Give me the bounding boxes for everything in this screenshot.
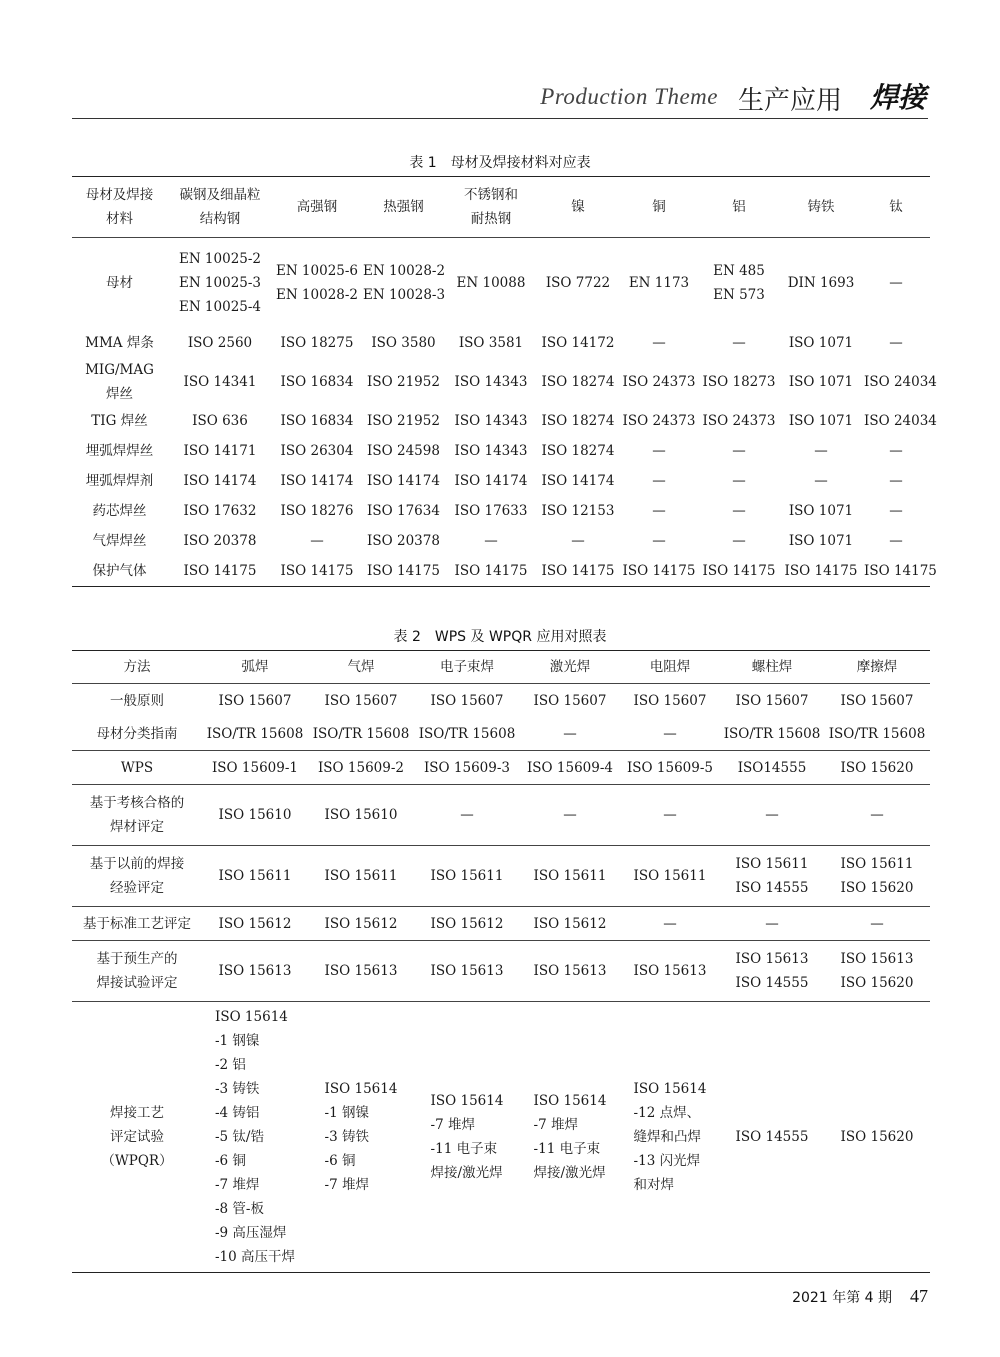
table-row <box>72 1002 930 1273</box>
table-cell: ISO 18273 <box>702 374 776 390</box>
table-cell: DIN 1693 <box>787 275 855 291</box>
column-header: 摩擦焊 <box>824 651 930 684</box>
table-cell: ISO/TR 15608 <box>414 717 520 751</box>
table-cell: ISO 14175 <box>183 563 257 579</box>
table-cell: EN 1173 <box>628 275 690 291</box>
table-cell: ISO 15607 <box>840 692 914 709</box>
table-cell: ISO 14175 <box>702 563 776 579</box>
table-cell: ISO 15611 ISO 15620 <box>824 846 930 907</box>
table-cell: — <box>824 907 930 941</box>
table-cell: ISO14555 <box>720 751 824 785</box>
table-row <box>72 496 930 526</box>
table-cell: ISO 15609-3 <box>414 751 520 785</box>
table-cell: ISO 18274 <box>541 413 615 429</box>
table-cell: ISO 2560 <box>187 335 253 351</box>
table-cell: ISO 20378 <box>367 533 440 549</box>
table-cell: ISO 15612 <box>414 907 520 941</box>
table-cell: ISO 15613 ISO 15620 <box>824 941 930 1002</box>
table-cell: ISO 15607 <box>430 692 504 709</box>
table-cell: ISO 24373 <box>622 374 696 390</box>
table-cell: — <box>652 443 666 459</box>
table-cell: ISO 15607 <box>324 692 398 709</box>
table1-number: 表 1 <box>409 155 437 171</box>
table-cell: ISO 24034 <box>864 413 937 429</box>
table-cell: ISO 24598 <box>367 443 440 459</box>
table-cell: ISO 21952 <box>367 413 440 429</box>
table-cell: — <box>732 473 746 489</box>
column-header: 螺柱焊 <box>720 651 824 684</box>
row-label: 一般原则 <box>110 692 164 709</box>
table-cell: ISO 14175 <box>454 563 528 579</box>
table-cell: ISO 15614 -7 堆焊 -11 电子束 焊接/激光焊 <box>533 1093 607 1181</box>
page-footer <box>792 1286 928 1307</box>
table-cell: ISO 15613 <box>620 941 720 1002</box>
issue-label: 2021 年第 4 期 <box>792 1290 892 1306</box>
table-cell: — <box>720 785 824 846</box>
table-cell: ISO 16834 <box>280 413 354 429</box>
table-cell: — <box>652 533 666 549</box>
table-cell: — <box>520 785 620 846</box>
table-cell: ISO 14174 <box>541 473 615 489</box>
table-row <box>72 941 930 1002</box>
page-header <box>72 76 928 119</box>
table-row <box>72 406 930 436</box>
table-cell: ISO 14175 <box>864 563 937 579</box>
table-cell: ISO/TR 15608 <box>824 717 930 751</box>
table-cell: — <box>620 907 720 941</box>
row-label: MMA 焊条 <box>85 335 154 351</box>
table-cell: ISO 15609-2 <box>308 751 414 785</box>
table-cell: ISO 20378 <box>183 533 257 549</box>
table-cell: — <box>889 503 903 519</box>
table-cell: EN 10025-6 EN 10028-2 <box>275 263 359 303</box>
table-cell: ISO/TR 15608 <box>202 717 308 751</box>
column-header: 不锈钢和 耐热钢 <box>446 177 536 238</box>
table-row <box>72 466 930 496</box>
table-cell: — <box>414 785 520 846</box>
table-cell: — <box>720 907 824 941</box>
table-cell: ISO 14341 <box>183 374 257 390</box>
row-label: 基于标准工艺评定 <box>72 907 202 941</box>
table-cell: ISO 15609-4 <box>520 751 620 785</box>
table-cell: — <box>652 473 666 489</box>
column-header: 热强钢 <box>361 177 446 238</box>
table-cell: ISO 14174 <box>280 473 354 489</box>
table-cell: — <box>889 533 903 549</box>
row-label: 基于考核合格的 焊材评定 <box>72 785 202 846</box>
row-label: 基于预生产的 焊接试验评定 <box>72 941 202 1002</box>
table-cell: ISO 14175 <box>622 563 696 579</box>
row-label: MIG/MAG 焊丝 <box>85 362 154 402</box>
table-row <box>72 907 930 941</box>
table-cell: ISO 15614 -1 钢镍 -2 铝 -3 铸铁 -4 铸铝 -5 钛/锆 -6 铜 -7 堆焊 -8 管-板 -9 高压湿焊 -10 高压干焊 <box>214 1009 296 1265</box>
table-cell: ISO 14171 <box>183 443 257 459</box>
header-section: 生产应用 <box>737 86 842 116</box>
table-cell: ISO/TR 15608 <box>308 717 414 751</box>
header-theme: Production Theme <box>540 84 718 109</box>
table-cell: ISO 14172 <box>541 335 615 351</box>
row-label: 母材 <box>106 275 133 291</box>
column-header: 碳钢及细晶粒 结构钢 <box>167 177 273 238</box>
table2 <box>72 650 930 1273</box>
table-cell: ISO 14175 <box>784 563 858 579</box>
row-label: WPS <box>72 751 202 785</box>
table-cell: ISO 15611 ISO 14555 <box>720 846 824 907</box>
table-row <box>72 846 930 907</box>
table-cell: ISO 12153 <box>541 503 615 519</box>
table-cell: ISO 15613 <box>414 941 520 1002</box>
table-cell: — <box>814 473 828 489</box>
table1-header-row <box>72 177 930 238</box>
table-cell: ISO 14175 <box>280 563 354 579</box>
column-header: 高强钢 <box>273 177 361 238</box>
row-label: 药芯焊丝 <box>92 503 147 519</box>
table-cell: ISO 636 <box>192 413 248 429</box>
table-row <box>72 556 930 587</box>
table-cell: — <box>620 717 720 751</box>
column-header: 电子束焊 <box>414 651 520 684</box>
table1-title: 母材及焊接材料对应表 <box>450 155 591 171</box>
table-cell: ISO 1071 <box>788 503 854 519</box>
table-cell: ISO 17633 <box>454 503 528 519</box>
table-cell: — <box>889 473 903 489</box>
table-cell: ISO 24373 <box>702 413 776 429</box>
column-header: 弧焊 <box>202 651 308 684</box>
table-cell: ISO 14174 <box>454 473 528 489</box>
table-cell: — <box>571 533 585 549</box>
row-label: 保护气体 <box>92 563 147 579</box>
table-cell: ISO 1071 <box>788 374 854 390</box>
table-cell: — <box>732 335 746 351</box>
table-cell: ISO 18274 <box>541 443 615 459</box>
table-cell: ISO/TR 15608 <box>720 717 824 751</box>
table-cell: ISO 15610 <box>308 785 414 846</box>
column-header: 气焊 <box>308 651 414 684</box>
table-cell: ISO 15609-1 <box>202 751 308 785</box>
table-cell: ISO 14343 <box>454 443 528 459</box>
table-row <box>72 328 930 358</box>
table-cell: — <box>732 533 746 549</box>
table-cell: — <box>520 717 620 751</box>
table-cell: ISO 15613 <box>308 941 414 1002</box>
table-row <box>72 684 930 718</box>
row-label: TIG 焊丝 <box>91 413 148 429</box>
row-label: 埋弧焊焊丝 <box>85 443 154 459</box>
table-cell: ISO 14175 <box>541 563 615 579</box>
table-cell: — <box>732 503 746 519</box>
table-cell: EN 10028-2 EN 10028-3 <box>363 263 446 303</box>
table-cell: ISO 15620 <box>824 751 930 785</box>
column-header: 母材及焊接 材料 <box>72 177 167 238</box>
table1 <box>72 176 937 587</box>
table-cell: ISO 15613 <box>520 941 620 1002</box>
table-cell: ISO 15613 ISO 14555 <box>720 941 824 1002</box>
row-label: 基于以前的焊接 经验评定 <box>72 846 202 907</box>
row-label: 气焊焊丝 <box>92 533 147 549</box>
table-row <box>72 785 930 846</box>
table-cell: ISO 18275 <box>280 335 354 351</box>
table-cell: ISO 14343 <box>454 413 528 429</box>
table2-header-row <box>72 651 930 684</box>
table-cell: — <box>620 785 720 846</box>
table-cell: ISO 15609-5 <box>620 751 720 785</box>
table-cell: ISO 26304 <box>280 443 354 459</box>
table-cell: ISO 15607 <box>533 692 607 709</box>
table-cell: ISO 24034 <box>864 374 937 390</box>
table-cell: EN 485 EN 573 <box>713 263 765 303</box>
table-cell: ISO 15620 <box>840 1129 914 1145</box>
table-cell: ISO 14555 <box>735 1129 809 1145</box>
column-header: 镍 <box>536 177 620 238</box>
column-header: 铜 <box>620 177 698 238</box>
table-cell: ISO 15607 <box>735 692 809 709</box>
magazine-logo: 焊接 <box>869 81 926 114</box>
table-cell: ISO 14174 <box>367 473 440 489</box>
table-row <box>72 358 930 406</box>
table-cell: — <box>484 533 498 549</box>
table-row <box>72 717 930 751</box>
table-cell: — <box>814 443 828 459</box>
table1-caption <box>72 152 928 172</box>
table-cell: — <box>310 533 324 549</box>
table-cell: ISO 15612 <box>202 907 308 941</box>
table-row <box>72 436 930 466</box>
table-cell: ISO 21952 <box>367 374 440 390</box>
table-cell: ISO 17632 <box>183 503 257 519</box>
table-cell: ISO 15611 <box>414 846 520 907</box>
table-row <box>72 751 930 785</box>
table-cell: ISO 3580 <box>371 335 436 351</box>
table-cell: ISO 15614 -12 点焊、 缝焊和凸焊 -13 闪光焊 和对焊 <box>633 1081 707 1193</box>
table-cell: ISO 3581 <box>458 335 524 351</box>
table-cell: — <box>652 503 666 519</box>
table-cell: ISO 15610 <box>202 785 308 846</box>
table-cell: — <box>732 443 746 459</box>
table-cell: ISO 16834 <box>280 374 354 390</box>
table-cell: ISO 7722 <box>545 275 611 291</box>
table-cell: — <box>889 443 903 459</box>
table-cell: ISO 15612 <box>308 907 414 941</box>
table-cell: — <box>824 785 930 846</box>
table-cell: ISO 15612 <box>520 907 620 941</box>
table-cell: ISO 1071 <box>788 335 854 351</box>
table-cell: ISO 24373 <box>622 413 696 429</box>
column-header: 激光焊 <box>520 651 620 684</box>
table-cell: ISO 1071 <box>788 533 854 549</box>
table-cell: ISO 15611 <box>202 846 308 907</box>
table-cell: ISO 15607 <box>218 692 292 709</box>
table-cell: ISO 15607 <box>633 692 707 709</box>
table2-caption <box>72 626 928 646</box>
table-cell: ISO 15613 <box>202 941 308 1002</box>
table-cell: ISO 18276 <box>280 503 354 519</box>
column-header: 方法 <box>72 651 202 684</box>
table-cell: ISO 1071 <box>788 413 854 429</box>
table-cell: ISO 15611 <box>308 846 414 907</box>
table-cell: ISO 14343 <box>454 374 528 390</box>
column-header: 电阻焊 <box>620 651 720 684</box>
row-label: 母材分类指南 <box>72 717 202 751</box>
table-cell: — <box>652 335 666 351</box>
row-label: 焊接工艺 评定试验 （WPQR） <box>101 1105 173 1169</box>
table-cell: EN 10088 <box>456 275 526 291</box>
table-cell: EN 10025-2 EN 10025-3 EN 10025-4 <box>178 251 262 315</box>
table-cell: — <box>889 275 903 291</box>
table-cell: ISO 15614 -1 钢镍 -3 铸铁 -6 铜 -7 堆焊 <box>324 1081 398 1193</box>
table-cell: ISO 14174 <box>183 473 257 489</box>
table-row <box>72 238 930 329</box>
table-cell: ISO 15611 <box>520 846 620 907</box>
column-header: 铸铁 <box>780 177 862 238</box>
page-number: 47 <box>910 1286 928 1306</box>
row-label: 埋弧焊焊剂 <box>85 473 154 489</box>
table-cell: ISO 18274 <box>541 374 615 390</box>
table2-number: 表 2 <box>393 629 421 645</box>
table-cell: — <box>889 335 903 351</box>
column-header: 钛 <box>862 177 930 238</box>
table-cell: ISO 17634 <box>367 503 440 519</box>
column-header: 铝 <box>698 177 780 238</box>
table-cell: ISO 15611 <box>620 846 720 907</box>
table-cell: ISO 14175 <box>367 563 440 579</box>
table-cell: ISO 15614 -7 堆焊 -11 电子束 焊接/激光焊 <box>430 1093 504 1181</box>
table2-title: WPS 及 WPQR 应用对照表 <box>434 629 607 645</box>
table-row <box>72 526 930 556</box>
